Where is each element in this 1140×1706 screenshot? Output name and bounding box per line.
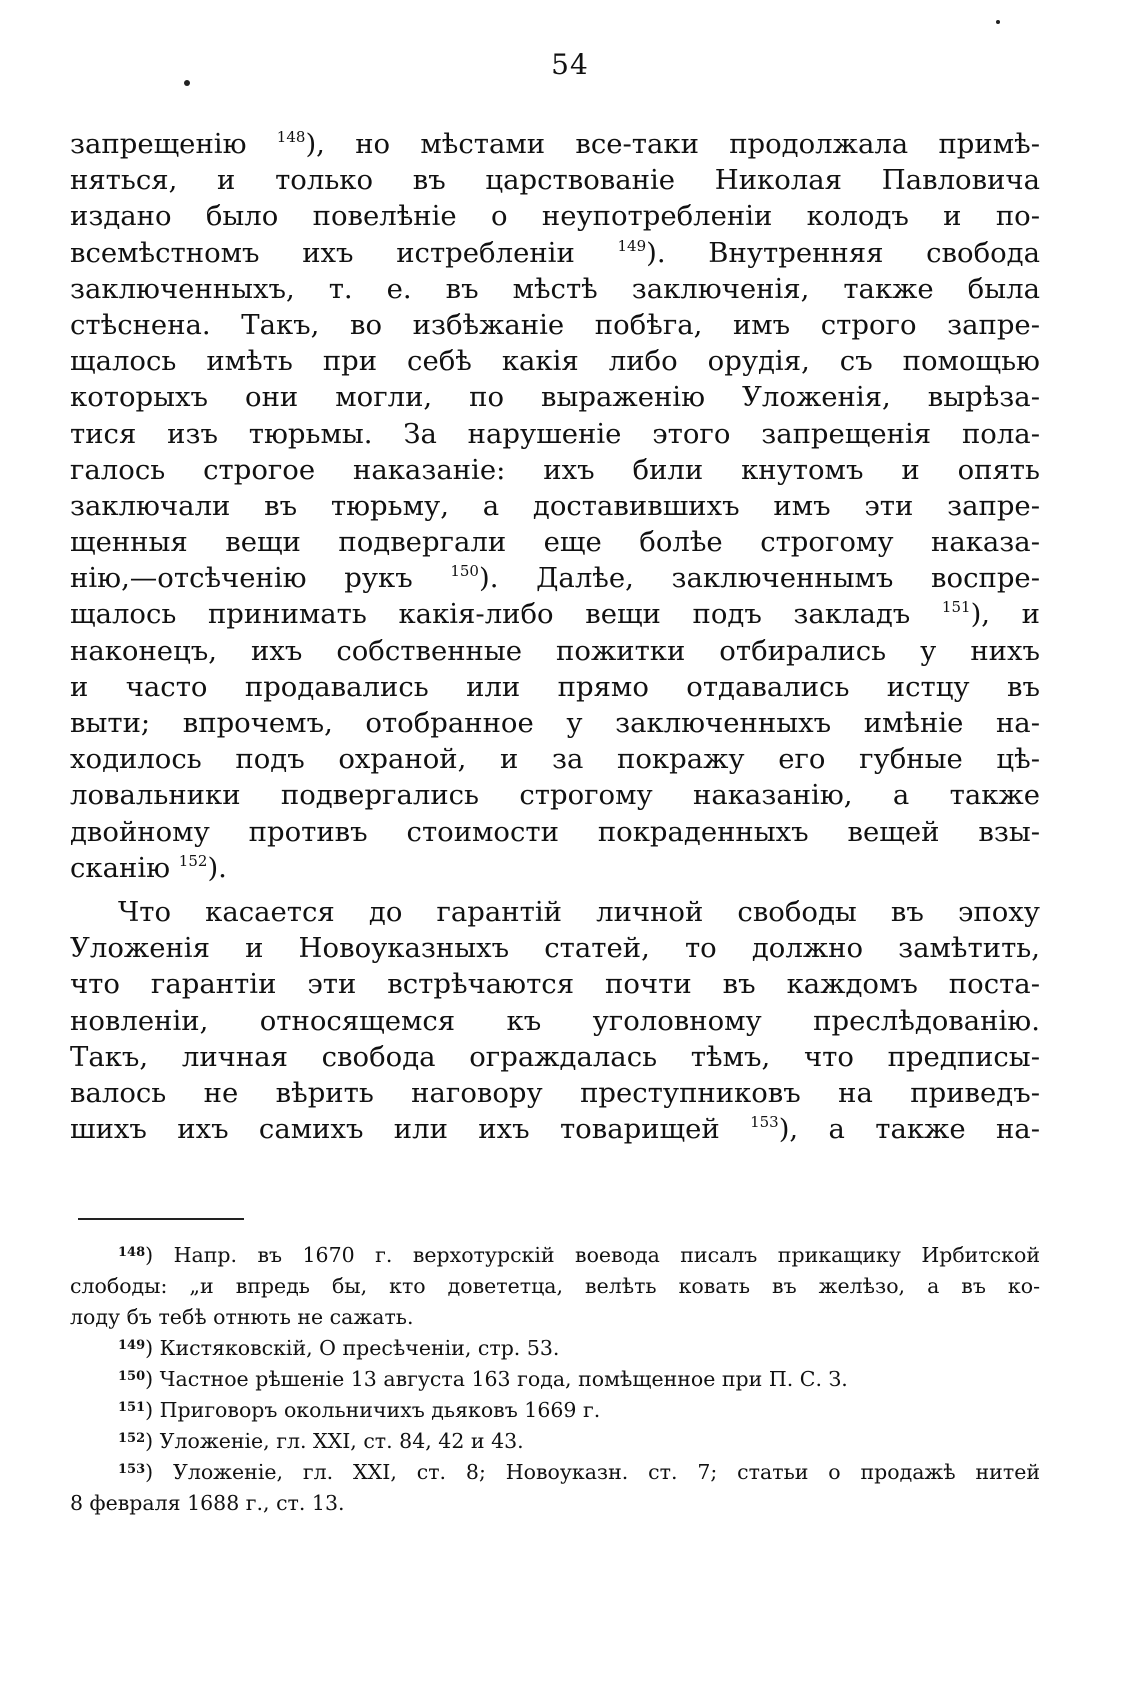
footnote-number: 153 [118, 1462, 146, 1477]
text-segment: няться, и только въ царствованіе Николая Павловича [70, 164, 1040, 197]
footnote-line [70, 1364, 1040, 1395]
text-line [70, 705, 1040, 741]
footnote-line [70, 1271, 1040, 1302]
footnote-text: ) Уложеніе, гл. XXI, ст. 8; Новоуказн. ст. 7; статьи о продажѣ нитей [145, 1460, 1040, 1484]
text-segment: Такъ, личная свобода ограждалась тѣмъ, что предписы- [70, 1040, 1040, 1073]
main-text [70, 126, 1040, 1147]
text-segment: заключали въ тюрьму, а доставившихъ имъ эти запре- [70, 489, 1040, 522]
text-segment: шихъ ихъ самихъ или ихъ товарищей [70, 1113, 751, 1146]
footnote-ref: 152 [178, 851, 208, 870]
footnote-text: ) Уложеніе, гл. XXI, ст. 84, 42 и 43. [145, 1429, 524, 1453]
paragraph-break [70, 886, 1040, 894]
text-line [70, 343, 1040, 379]
text-segment: и часто продавались или прямо отдавались истцу въ [70, 670, 1040, 703]
text-segment: что гарантіи эти встрѣчаются почти въ каждомъ поста- [70, 968, 1040, 1001]
text-segment: издано было повелѣніе о неупотребленіи колодъ и по- [70, 200, 1040, 233]
text-line [70, 271, 1040, 307]
text-line [70, 162, 1040, 198]
text-line [70, 850, 1040, 886]
footnote-line [70, 1302, 1040, 1333]
footnote-line [70, 1488, 1040, 1519]
footnote-text: лоду бъ тебѣ отнють не сажать. [70, 1305, 414, 1329]
text-segment: нію,—отсѣченію рукъ [70, 562, 451, 595]
text-segment: ). Внутренняя свобода [646, 236, 1041, 269]
text-segment: валось не вѣрить наговору преступниковъ на приведъ- [70, 1076, 1040, 1109]
text-line [70, 235, 1040, 271]
footnote-line [70, 1240, 1040, 1271]
footnote-text: ) Кистяковскій, О пресѣченіи, стр. 53. [145, 1336, 560, 1360]
text-segment: наконецъ, ихъ собственные пожитки отбирались у нихъ [70, 634, 1040, 667]
footnote-number: 150 [118, 1369, 146, 1384]
footnote-line [70, 1457, 1040, 1488]
text-segment: ), но мѣстами все-таки продолжала примѣ- [305, 128, 1041, 160]
text-segment: двойному противъ стоимости покраденныхъ вещей взы- [70, 815, 1040, 848]
text-line [70, 1111, 1040, 1147]
text-segment: запрещенію [70, 128, 277, 160]
text-segment: ). [207, 851, 227, 884]
footnote-number: 151 [118, 1400, 146, 1415]
footnote-ref: 151 [941, 598, 971, 617]
text-line [70, 126, 1040, 162]
text-segment: стѣснена. Такъ, во избѣжаніе побѣга, имъ строго запре- [70, 308, 1040, 341]
text-line [70, 524, 1040, 560]
text-segment: выти; впрочемъ, отобранное у заключенныхъ имѣніе на- [70, 707, 1040, 739]
footnote-text: ) Напр. въ 1670 г. верхотурскій воевода писалъ прикащику Ирбитской [145, 1243, 1040, 1267]
footnote-text: слободы: „и впредь бы, кто довететца, велѣть ковать въ желѣзо, а въ ко- [70, 1274, 1040, 1298]
text-line [70, 198, 1040, 234]
footnote-text: 8 февраля 1688 г., ст. 13. [70, 1491, 345, 1515]
text-segment: ловальники подвергались строгому наказанію, а также [70, 779, 1040, 812]
text-line [70, 633, 1040, 669]
text-line [70, 379, 1040, 415]
print-speck [996, 20, 1000, 24]
text-segment: заключенныхъ, т. е. въ мѣстѣ заключенія, также была [70, 272, 1040, 305]
footnote-line [70, 1395, 1040, 1426]
text-segment: щалось имѣть при себѣ какія либо орудія, съ помощью [70, 345, 1040, 378]
footnote-ref: 153 [750, 1113, 779, 1132]
text-segment: всемѣстномъ ихъ истребленіи [70, 236, 618, 269]
text-line [70, 560, 1040, 596]
text-line [70, 596, 1040, 632]
text-line [70, 777, 1040, 813]
text-segment: ходилось подъ охраной, и за покражу его губные цѣ- [70, 743, 1040, 776]
text-line [70, 1039, 1040, 1075]
text-segment: щалось принимать какія-либо вещи подъ закладъ [70, 598, 942, 631]
text-line [70, 1075, 1040, 1111]
text-line [70, 452, 1040, 488]
footnotes [70, 1240, 1040, 1519]
footnote-line [70, 1426, 1040, 1457]
footnote-number: 152 [118, 1431, 146, 1446]
text-segment: которыхъ они могли, по выраженію Уложенія, вырѣза- [70, 381, 1040, 414]
text-line [70, 307, 1040, 343]
footnote-text: ) Частное рѣшеніе 13 августа 163 года, помѣщенное при П. С. З. [145, 1367, 848, 1391]
text-segment: щенныя вещи подвергали еще болѣе строгому наказа- [70, 526, 1040, 559]
text-line [70, 894, 1040, 930]
footnote-number: 149 [118, 1338, 146, 1353]
text-line [70, 488, 1040, 524]
text-segment: галось строгое наказаніе: ихъ били кнутомъ и опять [70, 453, 1040, 486]
footnote-number: 148 [118, 1245, 146, 1260]
text-line [70, 966, 1040, 1002]
text-line [70, 1003, 1040, 1039]
footnote-text: ) Приговоръ окольничихъ дьяковъ 1669 г. [145, 1398, 601, 1422]
text-segment: ). Далѣе, заключеннымъ воспре- [478, 562, 1040, 595]
text-segment: Что касается до гарантій личной свободы въ эпоху [118, 895, 1040, 928]
footnote-ref: 148 [276, 128, 306, 146]
text-segment: новленіи, относящемся къ уголовному преслѣдованію. [70, 1004, 1040, 1037]
text-segment: ), а также на- [778, 1113, 1040, 1146]
page-number: 54 [551, 48, 589, 81]
text-segment: тися изъ тюрьмы. За нарушеніе этого запрещенія пола- [70, 417, 1040, 450]
footnote-ref: 150 [450, 562, 479, 581]
text-line [70, 416, 1040, 452]
text-segment: ), и [970, 598, 1040, 631]
footnote-separator [78, 1218, 244, 1220]
text-line [70, 741, 1040, 777]
text-segment: Уложенія и Новоуказныхъ статей, то должно замѣтить, [70, 932, 1040, 965]
text-line [70, 669, 1040, 705]
footnote-line [70, 1333, 1040, 1364]
text-segment: сканію [70, 851, 179, 884]
text-line [70, 814, 1040, 850]
text-line [70, 930, 1040, 966]
footnote-ref: 149 [617, 236, 647, 255]
